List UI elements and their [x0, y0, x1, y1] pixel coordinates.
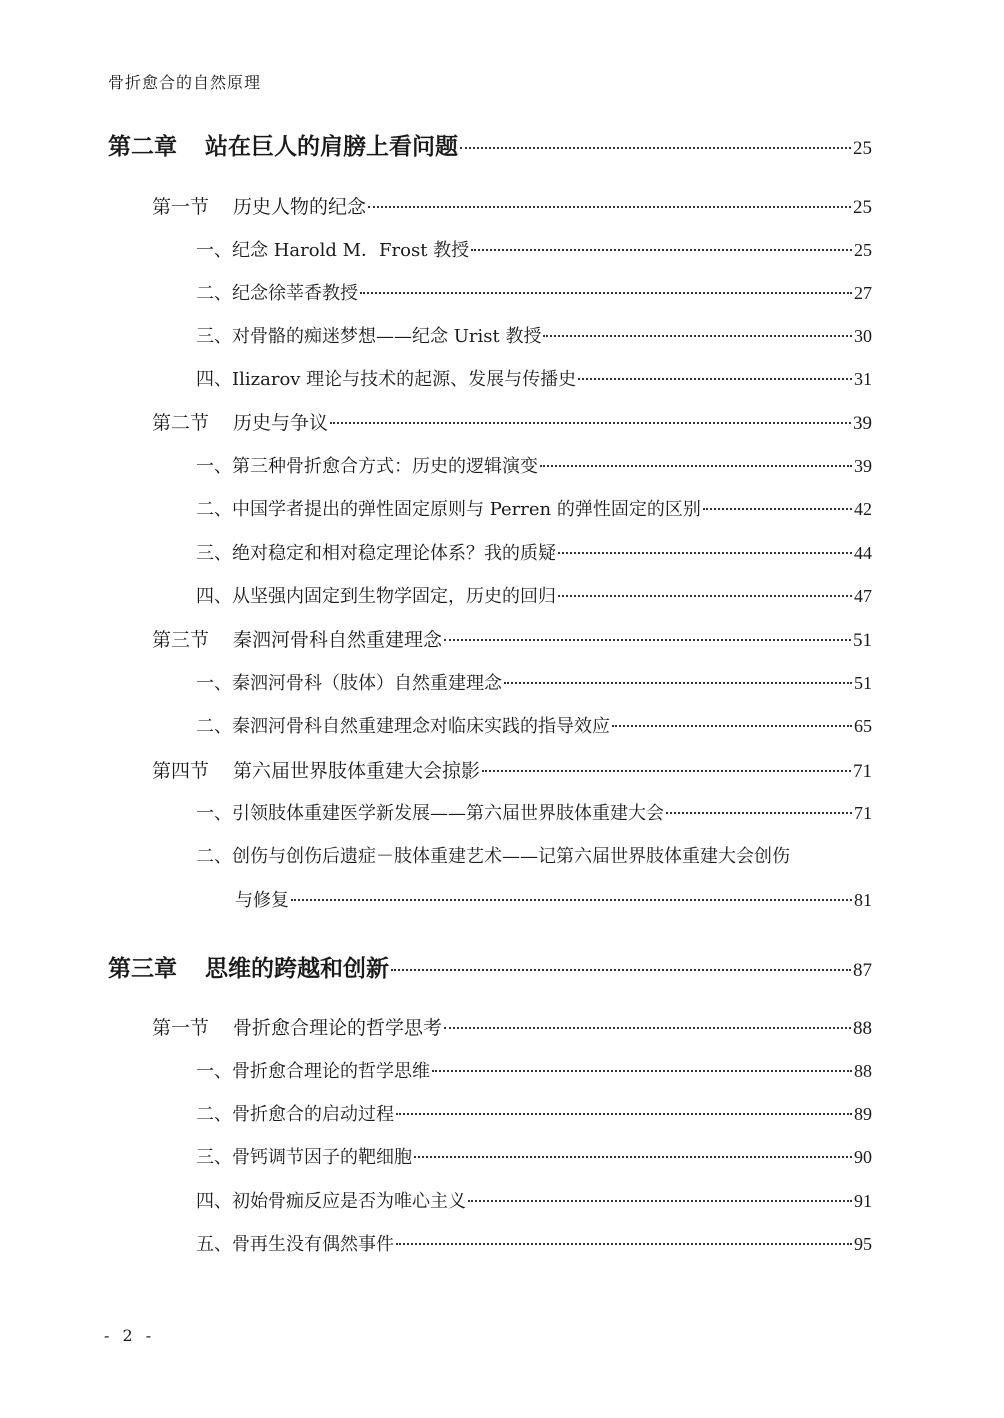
dot-leader: [558, 595, 852, 597]
page-ref: 65: [854, 716, 872, 736]
toc-item[interactable]: [196, 1100, 872, 1126]
item-title: 二、骨折愈合的启动过程: [196, 1104, 394, 1125]
page-ref: 87: [853, 960, 872, 981]
item-title: 二、秦泗河骨科自然重建理念对临床实践的指导效应: [196, 716, 610, 737]
item-title: 一、纪念 Harold M．Frost 教授: [196, 240, 470, 261]
item-title: 二、纪念徐莘香教授: [196, 283, 358, 304]
dot-leader: [291, 899, 852, 901]
chapter-label: 第二章: [108, 133, 177, 160]
toc-item[interactable]: [196, 322, 872, 348]
dot-leader: [558, 552, 852, 554]
section-label: 第一节: [152, 1017, 210, 1039]
page-ref: 27: [854, 283, 872, 303]
chapter-title: 思维的跨越和创新: [205, 955, 389, 982]
dot-leader: [444, 639, 851, 641]
item-title: 四、Ilizarov 理论与技术的起源、发展与传播史: [196, 369, 577, 390]
page-ref: 39: [853, 413, 872, 434]
item-title: 三、对骨骼的痴迷梦想——纪念 Urist 教授: [196, 326, 542, 347]
toc-item[interactable]: [196, 1230, 872, 1256]
section-label: 第四节: [152, 760, 210, 782]
toc-item-line-1[interactable]: 二、创伤与创伤后遗症－肢体重建艺术——记第六届世界肢体重建大会创伤: [196, 846, 790, 867]
section-title: 历史人物的纪念: [233, 196, 367, 218]
chapter-label: 第三章: [108, 955, 177, 982]
dot-leader: [391, 969, 851, 971]
item-title: 与修复: [235, 890, 289, 911]
item-title: 三、骨钙调节因子的靶细胞: [196, 1147, 412, 1168]
page-ref: 81: [854, 890, 872, 910]
dot-leader: [360, 292, 852, 294]
item-title: 四、初始骨痂反应是否为唯心主义: [196, 1191, 466, 1212]
section-title: 秦泗河骨科自然重建理念: [233, 629, 443, 651]
section-title: 历史与争议: [233, 412, 329, 434]
dot-leader: [482, 770, 851, 772]
page-ref: 95: [854, 1234, 872, 1254]
section-label: 第二节: [152, 412, 210, 434]
dot-leader: [330, 422, 851, 424]
toc-item[interactable]: [196, 539, 872, 565]
toc-item[interactable]: [196, 1187, 872, 1213]
toc-item[interactable]: [196, 365, 872, 391]
page-ref: 51: [853, 630, 872, 651]
item-title: 五、骨再生没有偶然事件: [196, 1234, 394, 1255]
dot-leader: [414, 1156, 852, 1158]
toc-section[interactable]: [152, 1013, 872, 1040]
page-ref: 89: [854, 1104, 872, 1124]
toc-section[interactable]: [152, 756, 872, 783]
section-label: 第一节: [152, 196, 210, 218]
dot-leader: [471, 249, 852, 251]
toc-item[interactable]: [196, 279, 872, 305]
toc-chapter-3[interactable]: [108, 950, 872, 983]
dot-leader: [460, 147, 851, 149]
toc-item-continuation[interactable]: [235, 886, 872, 912]
item-title: 三、绝对稳定和相对稳定理论体系？我的质疑: [196, 543, 556, 564]
toc-section[interactable]: [152, 192, 872, 219]
item-title: 一、引领肢体重建医学新发展——第六届世界肢体重建大会: [196, 803, 664, 824]
item-title: 一、秦泗河骨科（肢体）自然重建理念: [196, 673, 502, 694]
page-ref: 42: [854, 499, 872, 519]
dot-leader: [444, 1027, 851, 1029]
toc-item[interactable]: [196, 495, 872, 521]
item-title: 一、骨折愈合理论的哲学思维: [196, 1061, 430, 1082]
toc-item[interactable]: [196, 799, 872, 825]
item-title: 二、中国学者提出的弹性固定原则与 Perren 的弹性固定的区别: [196, 499, 701, 520]
dot-leader: [543, 335, 852, 337]
page-ref: 51: [854, 673, 872, 693]
running-header: 骨折愈合的自然原理: [108, 73, 262, 92]
toc-item[interactable]: [196, 1143, 872, 1169]
page-ref: 91: [854, 1191, 872, 1211]
page-ref: 25: [853, 197, 872, 218]
page-ref: 88: [853, 1018, 872, 1039]
page-ref: 39: [854, 456, 872, 476]
item-title: 一、第三种骨折愈合方式：历史的逻辑演变: [196, 456, 538, 477]
page-ref: 30: [854, 326, 872, 346]
page-ref: 31: [854, 369, 872, 389]
toc-item[interactable]: [196, 582, 872, 608]
page-ref: 88: [854, 1061, 872, 1081]
page-ref: 90: [854, 1147, 872, 1167]
dot-leader: [540, 465, 852, 467]
dot-leader: [368, 206, 851, 208]
item-title: 四、从坚强内固定到生物学固定，历史的回归: [196, 586, 556, 607]
page-ref: 71: [854, 803, 872, 823]
toc-section[interactable]: [152, 625, 872, 652]
dot-leader: [612, 725, 852, 727]
page-ref: 71: [853, 761, 872, 782]
toc-item[interactable]: [196, 236, 872, 262]
page-ref: 47: [854, 586, 872, 606]
dot-leader: [666, 812, 852, 814]
toc-section[interactable]: [152, 408, 872, 435]
chapter-title: 站在巨人的肩膀上看问题: [205, 133, 458, 160]
toc-item[interactable]: [196, 712, 872, 738]
toc-item[interactable]: [196, 669, 872, 695]
dot-leader: [703, 508, 852, 510]
page-ref: 25: [853, 138, 872, 159]
section-label: 第三节: [152, 629, 210, 651]
page-ref: 25: [854, 240, 872, 260]
dot-leader: [578, 378, 852, 380]
page-ref: 44: [854, 543, 872, 563]
toc-chapter-2[interactable]: [108, 128, 872, 161]
dot-leader: [396, 1113, 852, 1115]
dot-leader: [504, 682, 852, 684]
section-title: 骨折愈合理论的哲学思考: [233, 1017, 443, 1039]
dot-leader: [396, 1243, 852, 1245]
toc-item[interactable]: [196, 452, 872, 478]
dot-leader: [468, 1200, 852, 1202]
page-number: - 2 -: [104, 1326, 156, 1345]
dot-leader: [432, 1070, 852, 1072]
section-title: 第六届世界肢体重建大会掠影: [233, 760, 481, 782]
toc-item[interactable]: [196, 1057, 872, 1083]
